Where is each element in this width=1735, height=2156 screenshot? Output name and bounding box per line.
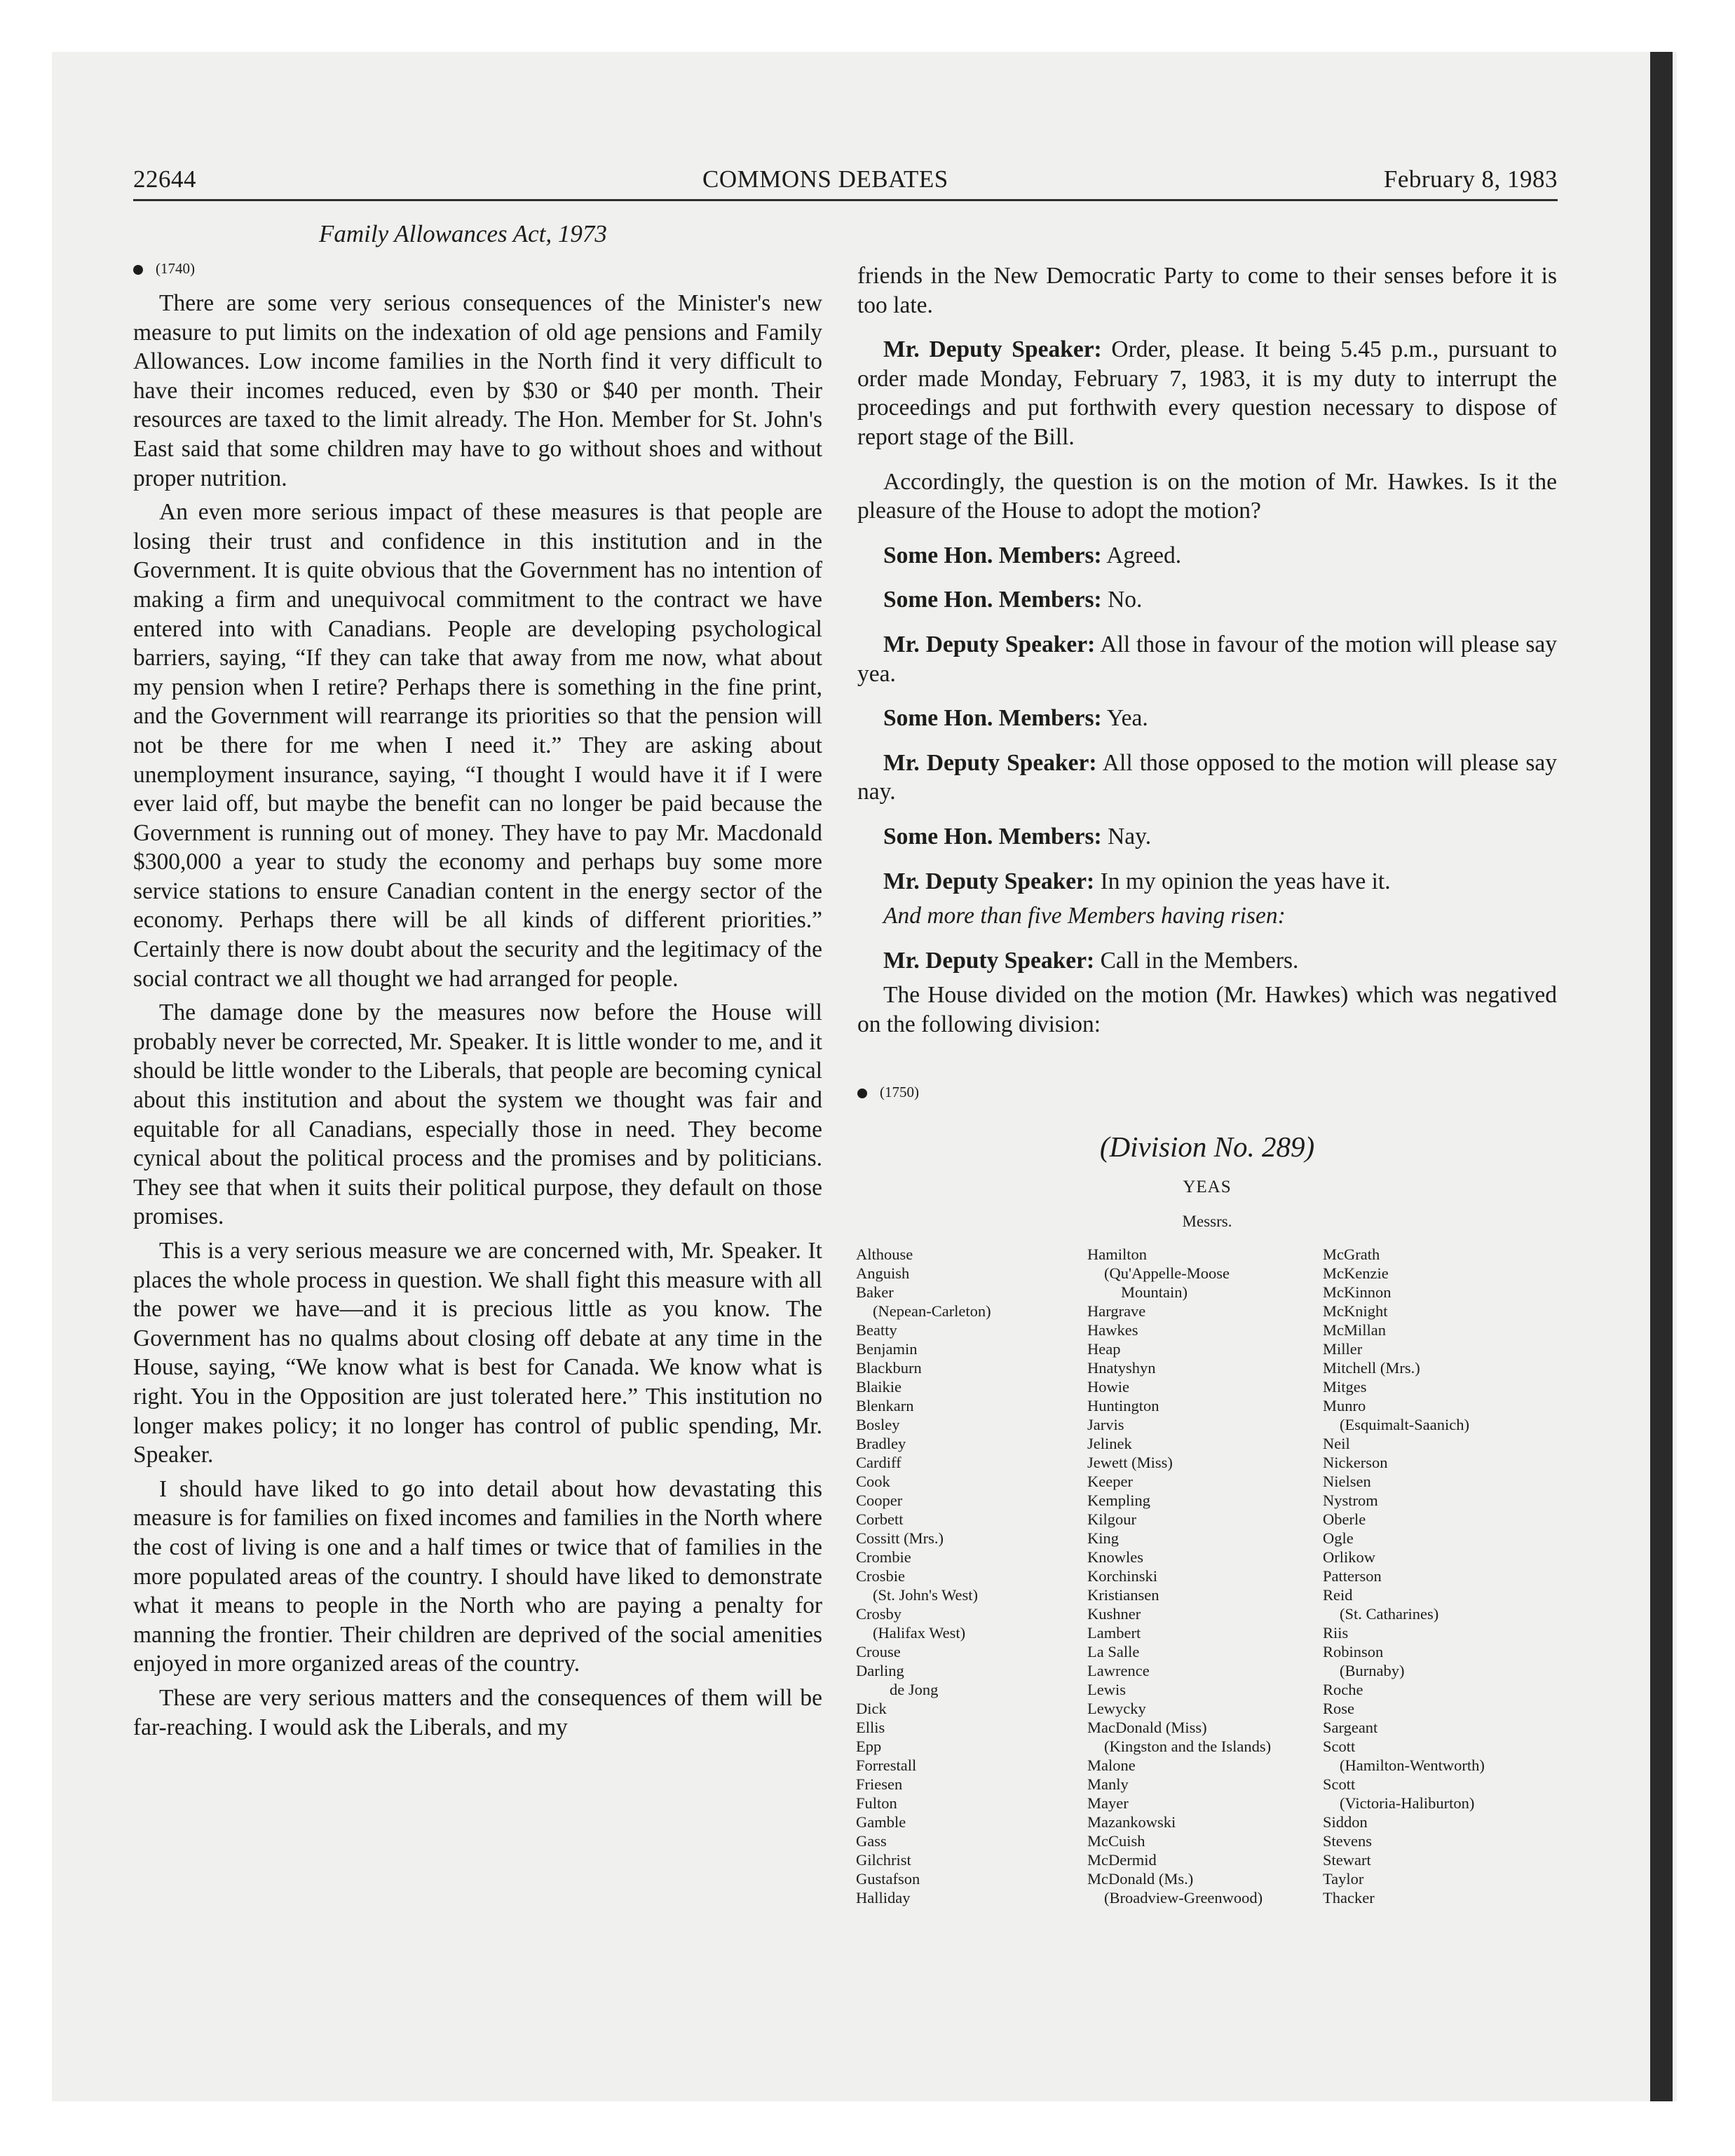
member-name: Althouse [856, 1246, 913, 1263]
member-name: Scott [1323, 1738, 1356, 1755]
division-label: YEAS [1183, 1178, 1232, 1196]
speech-text: Agreed. [1106, 542, 1182, 568]
member-name: McMillan [1323, 1321, 1386, 1339]
member-name: Crosby [856, 1605, 902, 1623]
speaker-name: Some Hon. Members: [883, 542, 1102, 568]
speaker-name: Mr. Deputy Speaker: [883, 631, 1096, 657]
stage-direction: And more than five Members having risen: [883, 903, 1286, 929]
division-salutation: Messrs. [1182, 1213, 1232, 1230]
member-name: Howie [1087, 1378, 1129, 1396]
member-name: (Kingston and the Islands) [1104, 1738, 1272, 1755]
paragraph: These are very serious matters and the consequences of them will be far-reaching. I would ask the Liberals, and my [133, 1684, 822, 1740]
member-name: Taylor [1323, 1870, 1364, 1888]
member-name: Blaikie [856, 1378, 901, 1396]
speech [857, 822, 1557, 852]
member-name: Blackburn [856, 1359, 922, 1377]
speech [857, 585, 1557, 615]
speaker-name: Mr. Deputy Speaker: [883, 947, 1095, 974]
member-name: (Nepean-Carleton) [873, 1302, 991, 1320]
header-rule [133, 199, 1558, 201]
member-name: Mountain) [1121, 1283, 1188, 1301]
speech-text: Order, please. It being 5.45 p.m., pursuant to order made Monday, February 7, 1983, it is my duty to interrupt the proceedings and put forthwith every question necessary to dispose of report stage of the Bill. [857, 336, 1557, 450]
division-title: (Division No. 289) [1099, 1131, 1315, 1163]
member-name: Baker [856, 1283, 894, 1301]
speech-text: Yea. [1106, 705, 1148, 732]
page-number: 22644 [133, 165, 196, 193]
speech [857, 946, 1557, 976]
member-name: Kempling [1087, 1492, 1150, 1509]
speaker-name: Some Hon. Members: [883, 823, 1102, 850]
member-name: Miller [1323, 1340, 1363, 1358]
member-name: de Jong [890, 1681, 939, 1698]
member-name: Forrestall [856, 1756, 917, 1774]
member-name: (Hamilton-Wentworth) [1340, 1756, 1485, 1774]
speaker-name: Mr. Deputy Speaker: [883, 749, 1097, 776]
member-name: Hargrave [1087, 1302, 1146, 1320]
member-name: Cardiff [856, 1454, 901, 1471]
member-name: Kushner [1087, 1605, 1141, 1623]
member-name: Corbett [856, 1510, 904, 1528]
member-name: Cook [856, 1473, 890, 1490]
member-name: (Burnaby) [1340, 1662, 1405, 1679]
member-name: Riis [1323, 1624, 1349, 1642]
member-name: McKenzie [1323, 1264, 1389, 1282]
member-name: Kilgour [1087, 1510, 1136, 1528]
member-name: McCuish [1087, 1832, 1145, 1850]
bullet-icon [857, 1089, 867, 1098]
member-name: Mitges [1323, 1378, 1367, 1396]
speech [857, 468, 1557, 526]
member-name: Halliday [856, 1889, 911, 1906]
member-name: (St. Catharines) [1340, 1605, 1439, 1623]
speech-text: All those opposed to the motion will please say nay. [857, 749, 1557, 805]
member-name: Ogle [1323, 1529, 1354, 1547]
member-name: Bosley [856, 1416, 900, 1433]
member-name: King [1087, 1529, 1119, 1547]
member-name: Stewart [1323, 1851, 1371, 1869]
bullet-icon [133, 265, 143, 275]
speech [857, 749, 1557, 807]
speech-text: In my opinion the yeas have it. [1100, 868, 1391, 894]
member-name: Neil [1323, 1435, 1350, 1452]
member-name: Jelinek [1087, 1435, 1132, 1452]
member-name: Lambert [1087, 1624, 1141, 1642]
member-name: Epp [856, 1738, 882, 1755]
speaker-name: Mr. Deputy Speaker: [883, 336, 1102, 363]
member-name: (St. John's West) [873, 1586, 978, 1604]
member-name: Jarvis [1087, 1416, 1124, 1433]
member-name: Darling [856, 1662, 904, 1679]
member-name: Korchinski [1087, 1567, 1157, 1585]
speech-text: All those in favour of the motion will please say yea. [857, 631, 1558, 687]
member-name: Benjamin [856, 1340, 918, 1358]
time-marker-1740 [133, 260, 195, 278]
member-name: Keeper [1087, 1473, 1133, 1490]
member-name: Heap [1087, 1340, 1121, 1358]
member-name: Mazankowski [1087, 1813, 1176, 1831]
division-names-column-2 [1087, 1245, 1271, 1907]
member-name: Sargeant [1323, 1719, 1378, 1736]
left-column [133, 289, 822, 1747]
time-marker-label: (1740) [156, 260, 195, 277]
member-name: Beatty [856, 1321, 897, 1339]
member-name: La Salle [1087, 1643, 1140, 1660]
member-name: Nielsen [1323, 1473, 1371, 1490]
member-name: (Esquimalt-Saanich) [1340, 1416, 1469, 1433]
scan-edge-shadow [1650, 52, 1673, 2101]
member-name: Siddon [1323, 1813, 1368, 1831]
member-name: Nystrom [1323, 1492, 1378, 1509]
member-name: Lewis [1087, 1681, 1126, 1698]
member-name: (Qu'Appelle-Moose [1104, 1264, 1230, 1282]
member-name: Lawrence [1087, 1662, 1150, 1679]
member-name: Patterson [1323, 1567, 1382, 1585]
member-name: McGrath [1323, 1246, 1380, 1263]
speaker-name: Mr. Deputy Speaker: [883, 868, 1095, 894]
speech-text: Accordingly, the question is on the motion of Mr. Hawkes. Is it the pleasure of the House to adopt the motion? [857, 468, 1557, 524]
paragraph: The damage done by the measures now before the House will probably never be corrected, Mr. Speaker. It is little wonder to me, and it should be little wonder to the Liberals, that people are becoming cynical about this institution and about the system we thought was fair and equitable for all Canadians, especially those in need. They become cynical about the political process and the promises and by politicians. They see that when it suits their political purpose, they default on those promises. [133, 999, 822, 1230]
speech [857, 335, 1557, 451]
member-name: Kristiansen [1087, 1586, 1159, 1604]
member-name: Reid [1323, 1586, 1353, 1604]
paragraph: There are some very serious consequences of the Minister's new measure to put limits on the indexation of old age pensions and Family Allowances. Low income families in the North find it very difficult to have their incomes reduced, even by $30 or $40 per month. Their resources are taxed to the limit already. The Hon. Member for St. John's East said that some children may have to go without shoes and without proper nutrition. [133, 290, 822, 491]
member-name: Friesen [856, 1775, 903, 1793]
speech [857, 630, 1557, 688]
paragraph: I should have liked to go into detail about how devastating this measure is for families on fixed incomes and families in the North where the cost of living is one and a half times or twice that of families in the more populated areas of the country. I should have liked to demonstrate what it means to people in the North who are paying a penalty for manning the frontier. Their children are deprived of the social amenities enjoyed in more organized areas of the country. [133, 1475, 822, 1677]
member-name: Hawkes [1087, 1321, 1138, 1339]
member-name: Huntington [1087, 1397, 1159, 1414]
paragraph: An even more serious impact of these measures is that people are losing their trust and confidence in this institution and in the Government. It is quite obvious that the Government has no intention of making a firm and unequivocal commitment to the contract we have entered into with Canadians. People are developing psychological barriers, saying, “If they can take that away from me now, what about my pension when I retire? Perhaps there is something in the fine print, and the Government will rearrange its priorities so that the pension will not be there for me when I need it.” They are asking about unemployment insurance, saying, “I thought I would have it if I were ever laid off, but maybe the benefit can no longer be paid because the Government is running out of money. They have to pay Mr. Macdonald $300,000 a year to study the economy and perhaps buy some more service stations to ensure Canadian content in the energy sector of the economy. Perhaps there will be all kinds of different priorities.” Certainly there is now doubt about the security and the legitimacy of the social contract we all thought we had arranged for people. [133, 499, 822, 992]
member-name: (Victoria-Haliburton) [1340, 1794, 1475, 1812]
member-name: Mayer [1087, 1794, 1129, 1812]
member-name: MacDonald (Miss) [1087, 1719, 1207, 1736]
speech-text: Call in the Members. [1100, 947, 1299, 974]
member-name: Crombie [856, 1548, 911, 1566]
member-name: Munro [1323, 1397, 1366, 1414]
member-name: Hnatyshyn [1087, 1359, 1156, 1377]
member-name: Blenkarn [856, 1397, 914, 1414]
paragraph: This is a very serious measure we are concerned with, Mr. Speaker. It places the whole process in question. We shall fight this measure with all the power we have—and it is precious little as you know. The Government has no qualms about closing off debate at any time in the House, saying, “We know what is best for Canada. We know what is right. You in the Opposition are just tolerated here.” This institution no longer makes policy; it no longer has control of public spending, Mr. Speaker. [133, 1238, 822, 1468]
member-name: Jewett (Miss) [1087, 1454, 1173, 1471]
page-date: February 8, 1983 [1383, 165, 1558, 193]
member-name: Thacker [1323, 1889, 1375, 1906]
continuation-paragraph: friends in the New Democratic Party to come to their senses before it is too late. [857, 263, 1557, 318]
member-name: Crouse [856, 1643, 901, 1660]
member-name: Gamble [856, 1813, 906, 1831]
member-name: Roche [1323, 1681, 1363, 1698]
member-name: McDonald (Ms.) [1087, 1870, 1194, 1888]
member-name: Rose [1323, 1700, 1354, 1717]
member-name: Nickerson [1323, 1454, 1388, 1471]
member-name: Cooper [856, 1492, 903, 1509]
member-name: Stevens [1323, 1832, 1372, 1850]
publication-title: COMMONS DEBATES [702, 165, 948, 193]
member-name: Anguish [856, 1264, 910, 1282]
time-marker-1750 [857, 1084, 919, 1101]
time-marker-label: (1750) [880, 1084, 919, 1100]
member-name: Robinson [1323, 1643, 1384, 1660]
member-name: (Halifax West) [873, 1624, 966, 1642]
member-name: Ellis [856, 1719, 885, 1736]
speech [857, 867, 1557, 896]
member-name: Manly [1087, 1775, 1129, 1793]
speaker-name: Some Hon. Members: [883, 705, 1102, 732]
member-name: McDermid [1087, 1851, 1157, 1869]
right-column [857, 261, 1557, 1054]
division-names-column-1 [856, 1245, 991, 1907]
member-name: Dick [856, 1700, 887, 1717]
member-name: McKnight [1323, 1302, 1388, 1320]
member-name: Gass [856, 1832, 887, 1850]
member-name: (Broadview-Greenwood) [1104, 1889, 1263, 1906]
member-name: Mitchell (Mrs.) [1323, 1359, 1420, 1377]
member-name: Scott [1323, 1775, 1356, 1793]
member-name: Knowles [1087, 1548, 1143, 1566]
member-name: Lewycky [1087, 1700, 1146, 1717]
member-name: Malone [1087, 1756, 1136, 1774]
member-name: Gilchrist [856, 1851, 911, 1869]
speech-text: No. [1108, 587, 1143, 613]
member-name: Bradley [856, 1435, 906, 1452]
member-name: Fulton [856, 1794, 897, 1812]
speech-text: Nay. [1108, 823, 1152, 850]
member-name: Oberle [1323, 1510, 1366, 1528]
speaker-name: Some Hon. Members: [883, 587, 1102, 613]
division-names-column-3 [1323, 1245, 1485, 1907]
section-heading: Family Allowances Act, 1973 [319, 220, 607, 247]
member-name: Hamilton [1087, 1246, 1147, 1263]
speech [857, 704, 1557, 733]
member-name: McKinnon [1323, 1283, 1392, 1301]
member-name: Gustafson [856, 1870, 920, 1888]
member-name: Crosbie [856, 1567, 905, 1585]
member-name: Cossitt (Mrs.) [856, 1529, 944, 1547]
division-intro: The House divided on the motion (Mr. Hawkes) which was negatived on the following division: [857, 982, 1557, 1037]
speech [857, 541, 1557, 571]
member-name: Orlikow [1323, 1548, 1375, 1566]
